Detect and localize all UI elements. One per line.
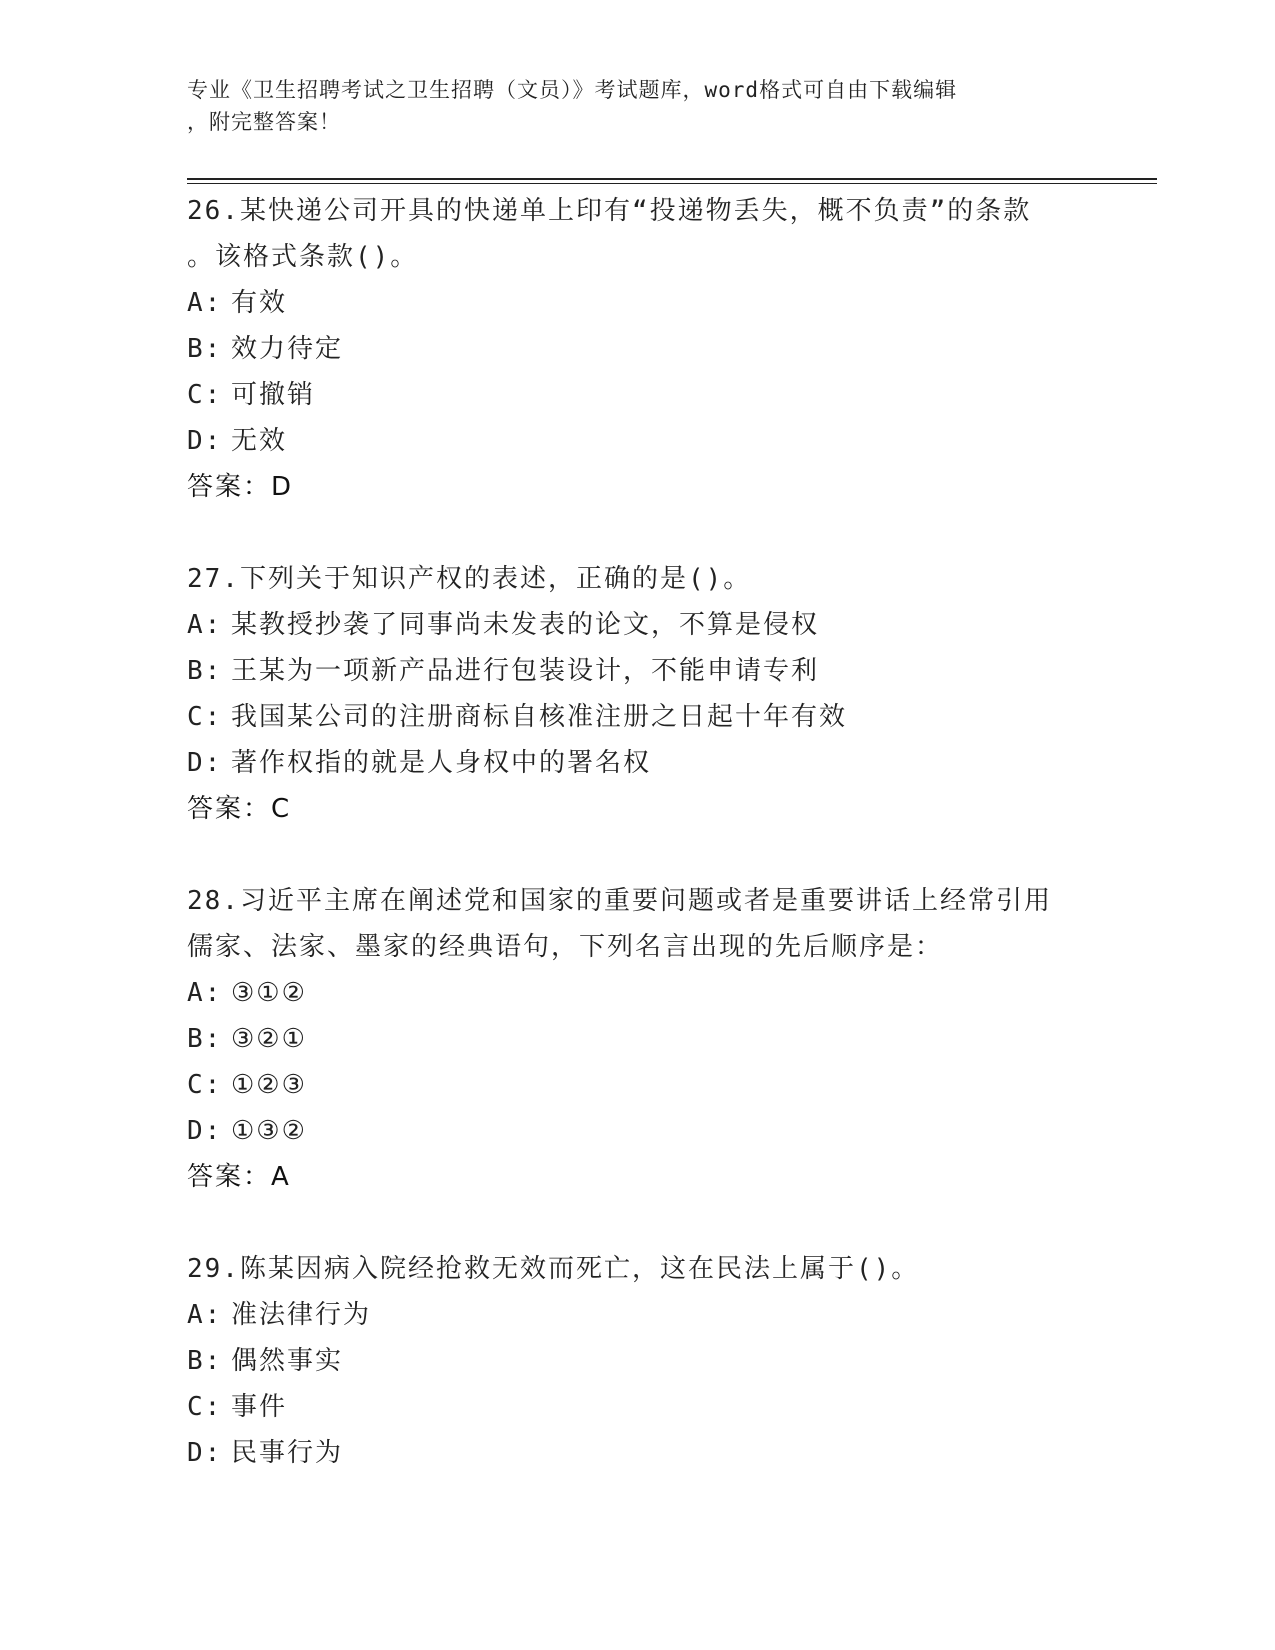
question-stem: 26.某快递公司开具的快递单上印有“投递物丢失，概不负责”的条款: [187, 196, 1032, 226]
option-letter: C:: [187, 380, 223, 410]
option-letter: D:: [187, 1438, 223, 1468]
header-divider-thick: [187, 178, 1157, 180]
option-text: 王某为一项新产品进行包装设计，不能申请专利: [231, 656, 820, 686]
question-stem-continued: 儒家、法家、墨家的经典语句，下列名言出现的先后顺序是：: [187, 932, 944, 962]
option-letter: C:: [187, 1070, 223, 1100]
option-letter: B:: [187, 334, 223, 364]
option-text: 有效: [231, 288, 288, 318]
option-letter: B:: [187, 656, 223, 686]
option-text: 可撤销: [231, 380, 316, 410]
option-text: ③①②: [231, 978, 307, 1008]
question-spacer: [187, 832, 1107, 878]
option-text: 某教授抄袭了同事尚未发表的论文，不算是侵权: [231, 610, 820, 640]
option-b: [187, 1016, 1107, 1062]
option-letter: C:: [187, 1392, 223, 1422]
option-letter: D:: [187, 426, 223, 456]
option-text: 著作权指的就是人身权中的署名权: [231, 748, 652, 778]
answer-line: 答案：C: [187, 794, 292, 824]
option-letter: B:: [187, 1346, 223, 1376]
question-26: [187, 188, 1107, 510]
header-divider-thin: [187, 183, 1157, 184]
option-a: [187, 602, 1107, 648]
option-b: [187, 1338, 1107, 1384]
option-b: [187, 326, 1107, 372]
option-text: 无效: [231, 426, 288, 456]
option-c: [187, 694, 1107, 740]
question-list: [187, 188, 1107, 1476]
question-stem: 29.陈某因病入院经抢救无效而死亡，这在民法上属于()。: [187, 1254, 920, 1284]
option-c: [187, 1384, 1107, 1430]
option-a: [187, 1292, 1107, 1338]
option-c: [187, 1062, 1107, 1108]
option-d: [187, 740, 1107, 786]
option-c: [187, 372, 1107, 418]
option-text: 事件: [231, 1392, 288, 1422]
question-stem-continued: 。该格式条款()。: [187, 242, 419, 272]
option-text: ①②③: [231, 1070, 307, 1100]
option-letter: A:: [187, 288, 223, 318]
option-a: [187, 970, 1107, 1016]
option-text: 我国某公司的注册商标自核准注册之日起十年有效: [231, 702, 848, 732]
header-line-2: ，附完整答案！: [187, 110, 341, 134]
option-letter: A:: [187, 978, 223, 1008]
header-line-1: 专业《卫生招聘考试之卫生招聘（文员）》考试题库，word格式可自由下载编辑: [187, 78, 958, 102]
option-text: ③②①: [231, 1024, 307, 1054]
option-text: 偶然事实: [231, 1346, 344, 1376]
answer-line: 答案：D: [187, 472, 294, 502]
option-text: 效力待定: [231, 334, 344, 364]
question-stem: 28.习近平主席在阐述党和国家的重要问题或者是重要讲话上经常引用: [187, 886, 1052, 916]
option-letter: D:: [187, 1116, 223, 1146]
question-28: [187, 878, 1107, 1200]
question-29: [187, 1246, 1107, 1476]
option-letter: B:: [187, 1024, 223, 1054]
option-d: [187, 418, 1107, 464]
question-27: [187, 556, 1107, 832]
option-text: 准法律行为: [231, 1300, 372, 1330]
document-header: [187, 74, 1087, 138]
option-letter: A:: [187, 610, 223, 640]
question-spacer: [187, 510, 1107, 556]
option-a: [187, 280, 1107, 326]
option-letter: D:: [187, 748, 223, 778]
question-spacer: [187, 1200, 1107, 1246]
option-letter: C:: [187, 702, 223, 732]
option-letter: A:: [187, 1300, 223, 1330]
question-stem: 27.下列关于知识产权的表述，正确的是()。: [187, 564, 752, 594]
option-d: [187, 1430, 1107, 1476]
option-b: [187, 648, 1107, 694]
option-text: 民事行为: [231, 1438, 344, 1468]
option-text: ①③②: [231, 1116, 307, 1146]
answer-line: 答案：A: [187, 1162, 291, 1192]
option-d: [187, 1108, 1107, 1154]
